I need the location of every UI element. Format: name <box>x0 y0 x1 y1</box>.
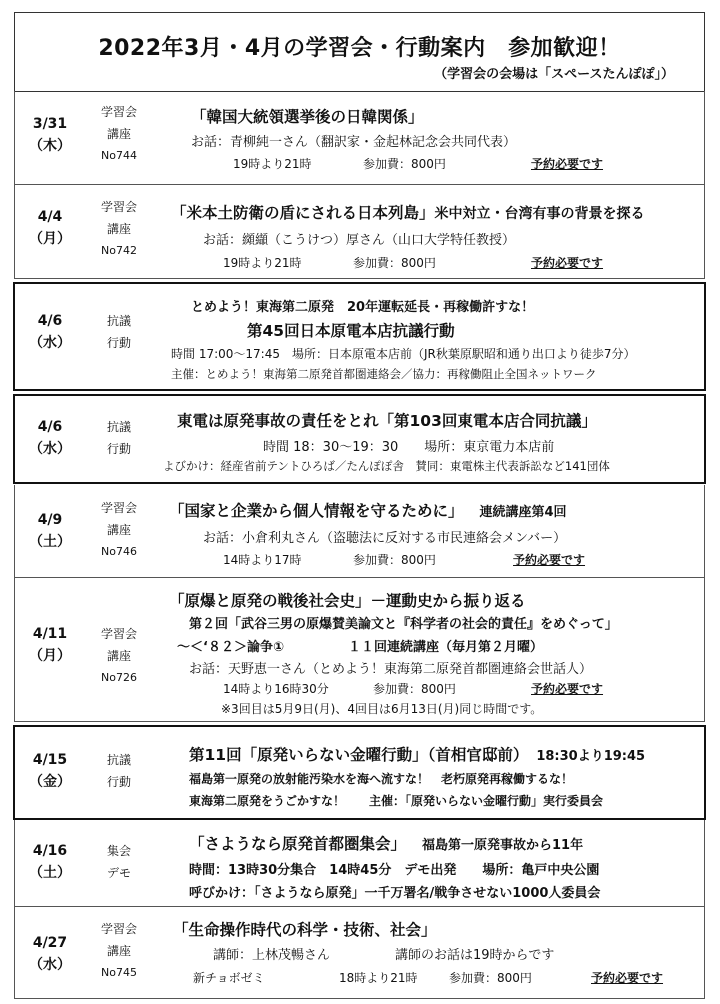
event-category: 抗議 行動 <box>106 420 131 456</box>
event-date: 4/9 （土） <box>29 512 71 550</box>
event-row <box>14 906 705 999</box>
event-time-place: 時間：13時30分集合 14時45分 デモ出発 場所：亀戸中央公園 <box>189 863 600 878</box>
event-date: 4/27 （水） <box>29 935 71 973</box>
event-time: 14時より16時30分 <box>223 682 329 696</box>
event-time-place: 時間 17:00～17:45 場所：日本原電本店前（JR秋葉原駅昭和通り出口より徒歩7分） <box>171 347 636 361</box>
event-category: 抗議 行動 <box>106 753 131 789</box>
event-speaker: お話：青柳純一さん（翻訳家・金起林記念会共同代表） <box>191 135 517 150</box>
event-time: 14時より17時 <box>223 553 302 567</box>
event-row <box>13 725 706 820</box>
event-title: 第45回日本原電本店抗議行動 <box>247 322 455 340</box>
event-fee: 参加費：800円 <box>353 553 436 567</box>
event-fee: 参加費：800円 <box>353 256 436 270</box>
event-speaker: 講師：上林茂暢さん <box>213 948 331 963</box>
event-category: 集会 デモ <box>106 844 131 880</box>
event-headline: とめよう！東海第二原発 20年運転延長・再稼働許すな！ <box>191 300 535 315</box>
event-row <box>14 184 705 279</box>
event-category: 学習会 講座 No745 <box>100 922 137 979</box>
event-time: 19時より21時 <box>223 256 302 270</box>
event-time: 18時より21時 <box>339 971 418 985</box>
event-category: 学習会 講座 No744 <box>100 105 137 162</box>
event-row <box>13 282 706 391</box>
event-time: 19時より21時 <box>233 157 312 171</box>
event-series: ～＜‘８２＞論争① １１回連続講座（毎月第２月曜） <box>177 640 543 655</box>
event-date: 4/16 （土） <box>29 843 71 881</box>
event-title: 「さようなら原発首都圏集会」 福島第一原発事故から11年 <box>189 835 584 853</box>
event-title: 「生命操作時代の科学・技術、社会」 <box>173 921 437 939</box>
event-row <box>13 394 706 484</box>
event-date: 4/4 （月） <box>29 209 71 247</box>
event-subtitle: 第２回「武谷三男の原爆賛美論文と『科学者の社会的責任』をめぐって」 <box>189 617 618 632</box>
flyer-subtitle: （学習会の会場は「スペースたんぽぽ」） <box>434 67 674 82</box>
event-row <box>14 91 705 185</box>
event-row <box>14 820 705 907</box>
event-organizer: 主催：とめよう！東海第二原発首都圏連絡会／協力：再稼働阻止全国ネットワーク <box>171 367 597 381</box>
event-fee: 参加費：800円 <box>363 157 446 171</box>
event-title: 東電は原発事故の責任をとれ「第103回東電本店合同抗議」 <box>177 412 597 430</box>
event-speaker: お話：纐纈（こうけつ）厚さん（山口大学特任教授） <box>203 233 516 248</box>
event-row <box>14 485 705 578</box>
event-row <box>14 577 705 722</box>
flyer-header <box>14 12 705 92</box>
event-reservation: 予約必要です <box>513 553 586 567</box>
event-organizer: 東海第二原発をうごかすな！ 主催：「原発いらない金曜行動」実行委員会 <box>189 794 604 808</box>
event-date: 4/11 （月） <box>29 626 71 664</box>
event-date: 4/6 （水） <box>29 419 71 457</box>
event-title: 「米本土防衛の盾にされる日本列島」米中対立・台湾有事の背景を探る <box>171 204 645 222</box>
event-note: ※3回目は5月9日(月)、4回目は6月13日(月)同じ時間です。 <box>221 702 543 716</box>
event-organizer: よびかけ：経産省前テントひろば／たんぽぽ舎 賛同：東電株主代表訴訟など141団体 <box>163 459 610 473</box>
event-speaker: お話：天野恵一さん（とめよう！東海第二原発首都圏連絡会世話人） <box>189 662 593 677</box>
event-reservation: 予約必要です <box>531 256 604 270</box>
event-reservation: 予約必要です <box>591 971 664 985</box>
event-category: 抗議 行動 <box>106 314 131 350</box>
event-reservation: 予約必要です <box>531 682 604 696</box>
event-date: 3/31 （木） <box>29 116 71 154</box>
event-title: 「韓国大統領選挙後の日韓関係」 <box>191 108 424 126</box>
event-speaker-note: 講師のお話は19時からです <box>395 948 555 963</box>
event-message: 福島第一原発の放射能汚染水を海へ流すな！ 老朽原発再稼働するな！ <box>189 772 574 786</box>
event-organizer: 呼びかけ：「さようなら原発」一千万署名/戦争させない1000人委員会 <box>189 886 601 901</box>
event-time-place: 時間 18：30～19：30 場所：東京電力本店前 <box>263 440 555 455</box>
event-category: 学習会 講座 No746 <box>100 501 137 558</box>
event-fee: 参加費：800円 <box>373 682 456 696</box>
event-title: 第11回「原発いらない金曜行動」（首相官邸前） 18:30より19:45 <box>189 746 646 764</box>
flyer-title: 2022年3月・4月の学習会・行動案内 参加歓迎！ <box>98 36 621 61</box>
event-category: 学習会 講座 No726 <box>100 627 137 684</box>
flyer-sheet <box>14 12 705 1000</box>
event-title: 「国家と企業から個人情報を守るために」 連続講座第4回 <box>169 502 567 520</box>
event-fee: 参加費：800円 <box>449 971 532 985</box>
event-reservation: 予約必要です <box>531 157 604 171</box>
event-category: 学習会 講座 No742 <box>100 200 137 257</box>
event-date: 4/6 （水） <box>29 313 71 351</box>
event-venue: 新チョボゼミ <box>193 971 265 985</box>
event-title: 「原爆と原発の戦後社会史」－運動史から振り返る <box>169 592 526 610</box>
event-speaker: お話：小倉利丸さん（盗聴法に反対する市民連絡会メンバー） <box>203 531 567 546</box>
event-date: 4/15 （金） <box>29 752 71 790</box>
